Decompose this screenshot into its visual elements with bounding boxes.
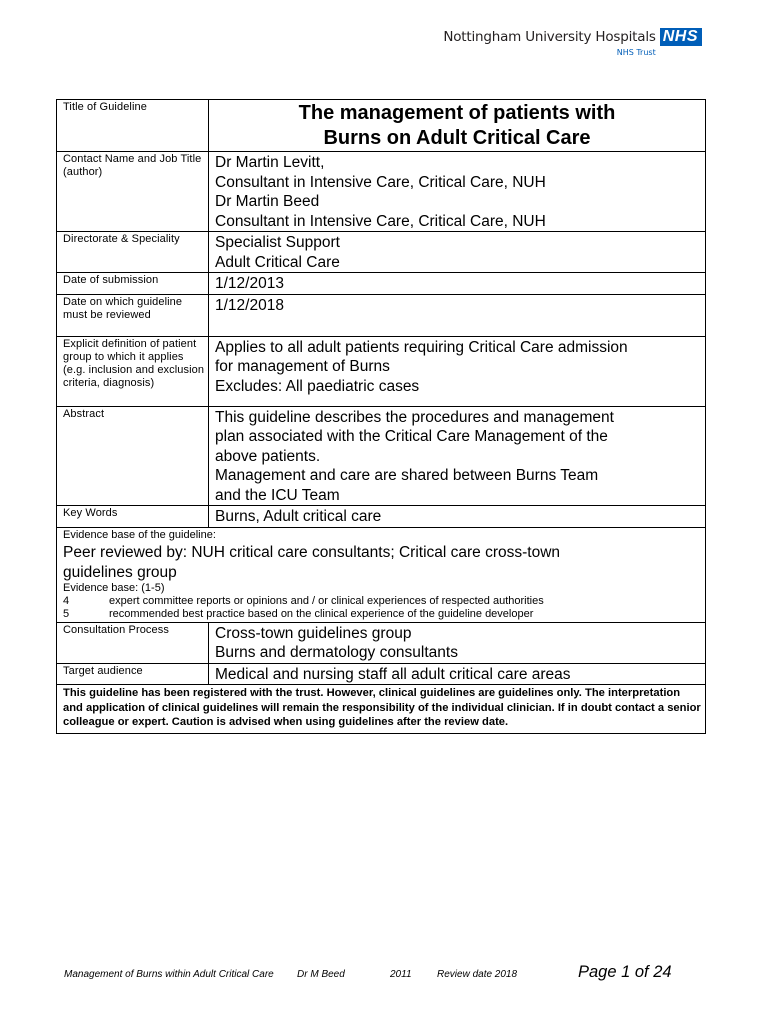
disclaimer-row	[57, 685, 706, 734]
evidence-text: expert committee reports or opinions and / or clinical experiences of respected authorities	[109, 594, 544, 607]
contact-line: Dr Martin Beed	[215, 193, 320, 210]
abstract-line: above patients.	[215, 447, 321, 465]
review-label: Date on which guideline must be reviewed	[57, 294, 209, 336]
contact-line: Consultant in Intensive Care, Critical Care, NUH	[215, 173, 546, 191]
directorate-value	[209, 232, 706, 273]
keywords-label: Key Words	[57, 506, 209, 528]
abstract-line: plan associated with the Critical Care Management of the	[215, 428, 608, 445]
nhs-logo-icon: NHS	[660, 28, 702, 46]
evidence-item	[63, 595, 705, 608]
definition-label: Explicit definition of patient group to which it applies (e.g. inclusion and exclusion criteria, diagnosis)	[57, 336, 209, 406]
keywords-value: Burns, Adult critical care	[209, 506, 706, 528]
evidence-cell	[57, 527, 706, 622]
abstract-line: Management and care are shared between Burns Team	[215, 467, 599, 484]
title-row	[57, 100, 706, 152]
definition-row	[57, 336, 706, 406]
consultation-row	[57, 622, 706, 663]
review-row	[57, 294, 706, 336]
title-line-1: The management of patients with	[298, 102, 616, 124]
page-number: Page 1 of 24	[578, 963, 672, 981]
definition-line: Excludes: All paediatric cases	[215, 377, 420, 395]
abstract-label: Abstract	[57, 406, 209, 506]
contact-line: Consultant in Intensive Care, Critical Care, NUH	[215, 212, 546, 230]
consultation-label: Consultation Process	[57, 622, 209, 663]
audience-label: Target audience	[57, 663, 209, 685]
abstract-value	[209, 406, 706, 506]
audience-value: Medical and nursing staff all adult critical care areas	[209, 663, 706, 685]
contact-line: Dr Martin Levitt,	[215, 154, 325, 171]
definition-line: Applies to all adult patients requiring Critical Care admission	[215, 338, 628, 356]
abstract-line: and the ICU Team	[215, 486, 340, 504]
contact-label: Contact Name and Job Title (author)	[57, 152, 209, 232]
title-label: Title of Guideline	[57, 100, 209, 152]
audience-row	[57, 663, 706, 685]
footer-doc-title: Management of Burns within Adult Critical Care	[64, 969, 274, 980]
abstract-line: This guideline describes the procedures and management	[215, 408, 614, 426]
nhs-trust-logo	[443, 28, 702, 58]
contact-row	[57, 152, 706, 232]
evidence-text: recommended best practice based on the clinical experience of the guideline developer	[109, 607, 534, 620]
directorate-line: Adult Critical Care	[215, 253, 340, 271]
peer-reviewed-line: Peer reviewed by: NUH critical care consultants; Critical care cross-town	[63, 543, 561, 561]
review-value: 1/12/2018	[209, 294, 706, 336]
consultation-line: Cross-town guidelines group	[215, 624, 412, 642]
evidence-row	[57, 527, 706, 622]
guideline-title	[209, 100, 706, 152]
trust-label: NHS Trust	[616, 48, 656, 57]
submission-label: Date of submission	[57, 273, 209, 295]
org-name: Nottingham University Hospitals	[443, 29, 656, 45]
submission-value: 1/12/2013	[209, 273, 706, 295]
footer-year: 2011	[390, 969, 412, 980]
footer-review-date: Review date 2018	[437, 969, 518, 980]
evidence-number: 5	[63, 607, 70, 620]
page-footer	[64, 960, 704, 984]
consultation-value	[209, 622, 706, 663]
definition-line: for management of Burns	[215, 358, 390, 375]
guideline-info-table	[56, 99, 706, 734]
directorate-label: Directorate & Speciality	[57, 232, 209, 273]
directorate-line: Specialist Support	[215, 234, 340, 251]
title-line-2: Burns on Adult Critical Care	[323, 127, 591, 149]
logo-text	[443, 28, 655, 58]
footer-author: Dr M Beed	[297, 969, 345, 980]
submission-row	[57, 273, 706, 295]
evidence-item	[63, 608, 705, 621]
directorate-row	[57, 232, 706, 273]
definition-value	[209, 336, 706, 406]
peer-reviewed-line: guidelines group	[63, 563, 177, 581]
keywords-row	[57, 506, 706, 528]
contact-value	[209, 152, 706, 232]
evidence-number: 4	[63, 594, 70, 607]
abstract-row	[57, 406, 706, 506]
evidence-base-label: Evidence base: (1-5)	[63, 581, 165, 594]
consultation-line: Burns and dermatology consultants	[215, 644, 458, 661]
disclaimer-text: This guideline has been registered with the trust. However, clinical guidelines are guidelines only. The interpretation and application of clinical guidelines will remain the responsibility of the individual clinician. If in doubt contact a senior colleague or expert. Caution is advised when using guidelines after the review date.	[57, 685, 706, 734]
evidence-label: Evidence base of the guideline:	[63, 528, 216, 541]
